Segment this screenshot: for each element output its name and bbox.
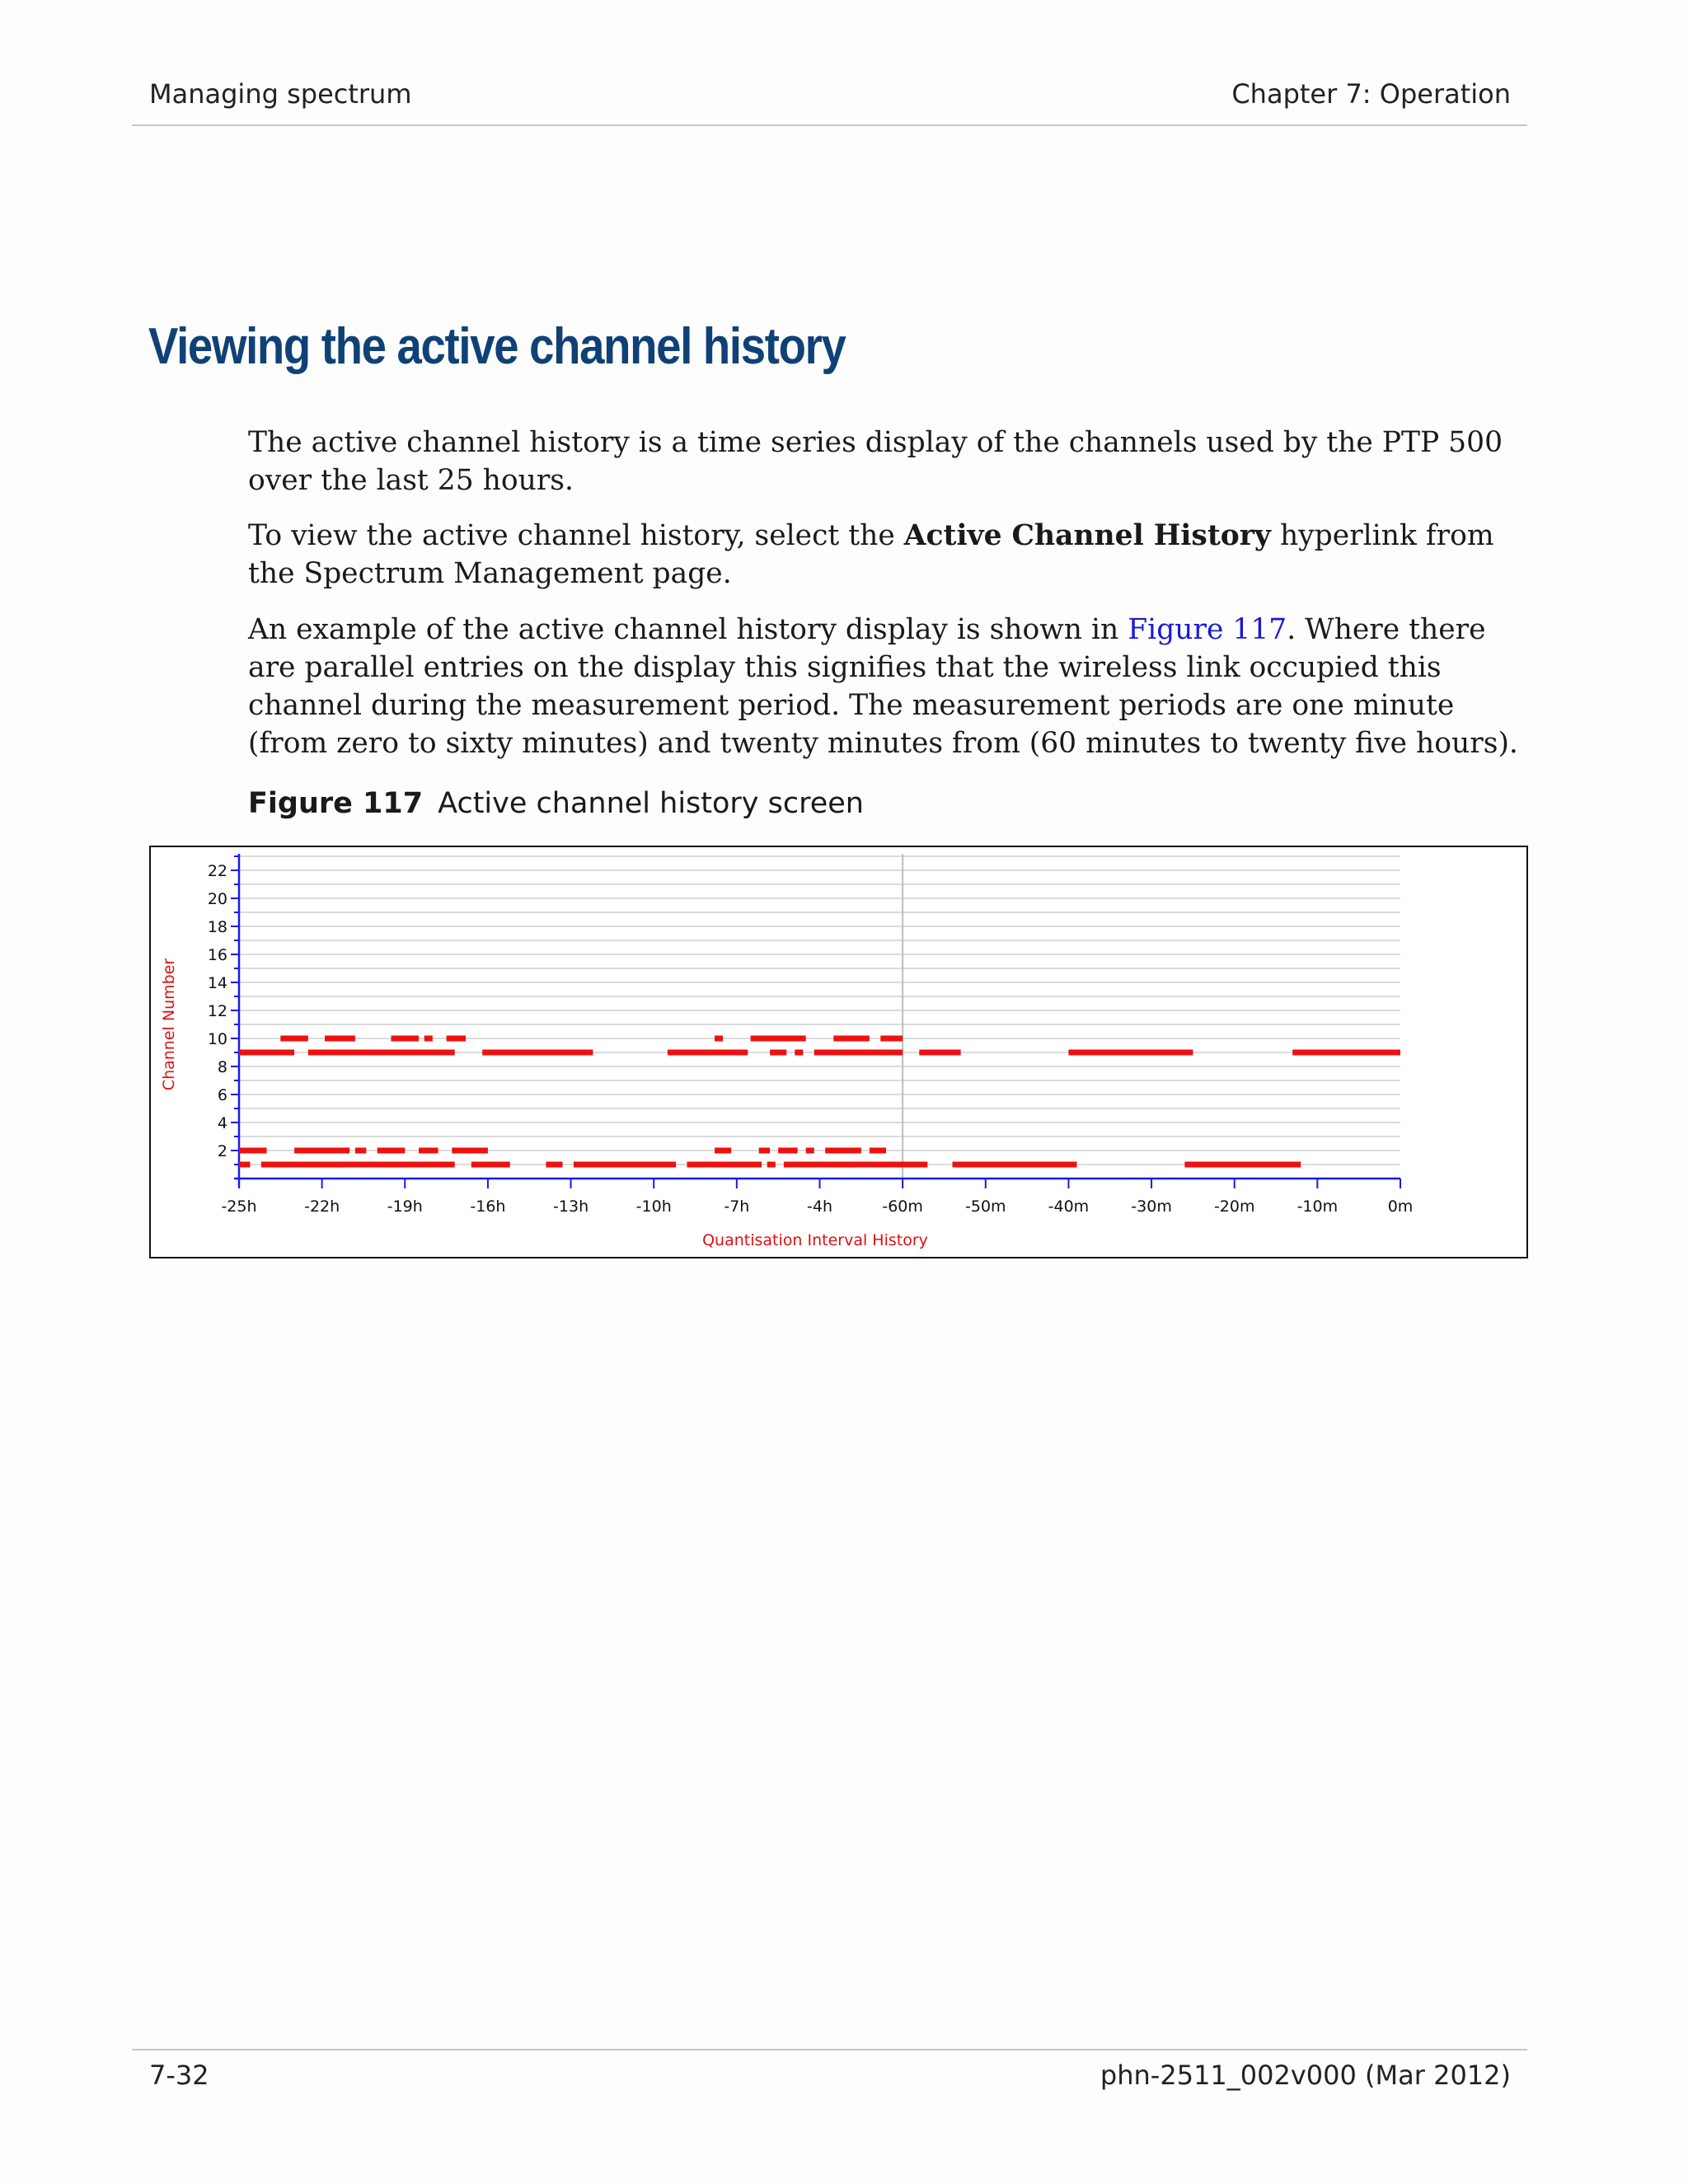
channel-9-segment <box>482 1050 593 1056</box>
x-tick-label: -25h <box>221 1197 257 1216</box>
channel-2-segment <box>778 1148 797 1154</box>
x-tick-label: -13h <box>553 1197 589 1216</box>
document-id: phn-2511_002v000 (Mar 2012) <box>1100 2060 1511 2091</box>
x-tick-label: -4h <box>807 1197 832 1216</box>
active-channel-history-term: Active Channel History <box>903 519 1271 552</box>
paragraph-example-suffix: . Where there are parallel entries on the display this signifies that the wireless link occupied this channel during the measurement period. The measurement periods are one minute (from zero to sixty minutes) and twenty minutes from (60 minutes to twenty five hours). <box>248 613 1518 760</box>
channel-9-segment <box>795 1050 803 1056</box>
y-tick-label: 2 <box>217 1142 227 1160</box>
channel-1-segment <box>546 1162 562 1168</box>
paragraph-example-prefix: An example of the active channel history display is shown in <box>248 613 1128 646</box>
channel-9-segment <box>239 1050 294 1056</box>
x-tick-label: -16h <box>470 1197 506 1216</box>
figure-caption-text: Active channel history screen <box>438 787 864 820</box>
chart-canvas <box>151 847 1526 1257</box>
y-axis-title: Channel Number <box>160 958 178 1091</box>
running-header-section: Managing spectrum <box>149 78 412 110</box>
running-header-chapter: Chapter 7: Operation <box>1231 78 1511 110</box>
x-tick-label: -22h <box>304 1197 340 1216</box>
channel-2-segment <box>870 1148 886 1154</box>
y-tick-label: 10 <box>207 1030 227 1048</box>
paragraph-instructions <box>248 517 1534 593</box>
channel-1-segment <box>261 1162 455 1168</box>
channel-2-segment <box>715 1148 731 1154</box>
channel-2-segment <box>825 1148 861 1154</box>
channel-1-segment <box>767 1162 776 1168</box>
y-tick-label: 4 <box>217 1114 227 1132</box>
channel-2-segment <box>239 1148 267 1154</box>
channel-1-segment <box>784 1162 927 1168</box>
channel-2-segment <box>452 1148 488 1154</box>
x-tick-label: -7h <box>724 1197 750 1216</box>
x-tick-label: -30m <box>1131 1197 1172 1216</box>
x-tick-label: -20m <box>1213 1197 1255 1216</box>
channel-9-segment <box>919 1050 960 1056</box>
channel-9-segment <box>308 1050 455 1056</box>
x-tick-label: -19h <box>387 1197 423 1216</box>
x-tick-label: 0m <box>1387 1197 1414 1216</box>
y-tick-label: 14 <box>207 974 227 992</box>
channel-10-segment <box>833 1036 870 1042</box>
channel-1-segment <box>471 1162 510 1168</box>
paragraph-instructions-prefix: To view the active channel history, select the <box>248 519 904 552</box>
channel-10-segment <box>751 1036 806 1042</box>
channel-1-segment <box>239 1162 250 1168</box>
channel-1-segment <box>953 1162 1077 1168</box>
channel-10-segment <box>325 1036 355 1042</box>
footer-rule <box>132 2049 1527 2050</box>
y-tick-label: 6 <box>217 1086 227 1104</box>
figure-117-link[interactable]: Figure 117 <box>1128 613 1287 646</box>
channel-9-segment <box>668 1050 748 1056</box>
paragraph-instructions-suffix: hyperlink from the Spectrum Management page. <box>248 519 1494 590</box>
y-tick-label: 22 <box>207 862 227 880</box>
paragraph-intro: The active channel history is a time series display of the channels used by the PTP 500 over the last 25 hours. <box>248 426 1503 497</box>
x-tick-label: -50m <box>965 1197 1006 1216</box>
y-tick-label: 16 <box>207 946 227 964</box>
y-tick-label: 12 <box>207 1002 227 1020</box>
page-title: Viewing the active channel history <box>148 318 846 375</box>
channel-2-segment <box>377 1148 406 1154</box>
x-tick-label: -10m <box>1296 1197 1339 1216</box>
channel-2-segment <box>355 1148 366 1154</box>
y-tick-label: 8 <box>217 1058 227 1076</box>
active-channel-history-chart <box>149 846 1528 1258</box>
channel-1-segment <box>574 1162 676 1168</box>
channel-10-segment <box>280 1036 308 1042</box>
channel-9-segment <box>814 1050 903 1056</box>
channel-2-segment <box>759 1148 770 1154</box>
x-tick-label: -60m <box>882 1197 923 1216</box>
channel-9-segment <box>1068 1050 1193 1056</box>
channel-10-segment <box>424 1036 433 1042</box>
y-tick-label: 18 <box>207 918 227 936</box>
header-rule <box>132 124 1527 126</box>
x-tick-label: -10h <box>635 1197 672 1216</box>
channel-1-segment <box>1184 1162 1301 1168</box>
channel-2-segment <box>294 1148 349 1154</box>
channel-2-segment <box>419 1148 438 1154</box>
figure-caption <box>248 787 864 820</box>
channel-9-segment <box>770 1050 786 1056</box>
channel-10-segment <box>392 1036 420 1042</box>
channel-2-segment <box>806 1148 814 1154</box>
figure-caption-label: Figure 117 <box>248 787 424 820</box>
paragraph-example <box>248 611 1534 762</box>
channel-10-segment <box>715 1036 723 1042</box>
page-number: 7-32 <box>149 2060 209 2091</box>
x-axis-title: Quantisation Interval History <box>702 1231 928 1249</box>
channel-10-segment <box>880 1036 903 1042</box>
channel-9-segment <box>1292 1050 1400 1056</box>
x-tick-label: -40m <box>1048 1197 1090 1216</box>
channel-10-segment <box>447 1036 466 1042</box>
channel-1-segment <box>687 1162 762 1168</box>
y-tick-label: 20 <box>207 890 227 908</box>
